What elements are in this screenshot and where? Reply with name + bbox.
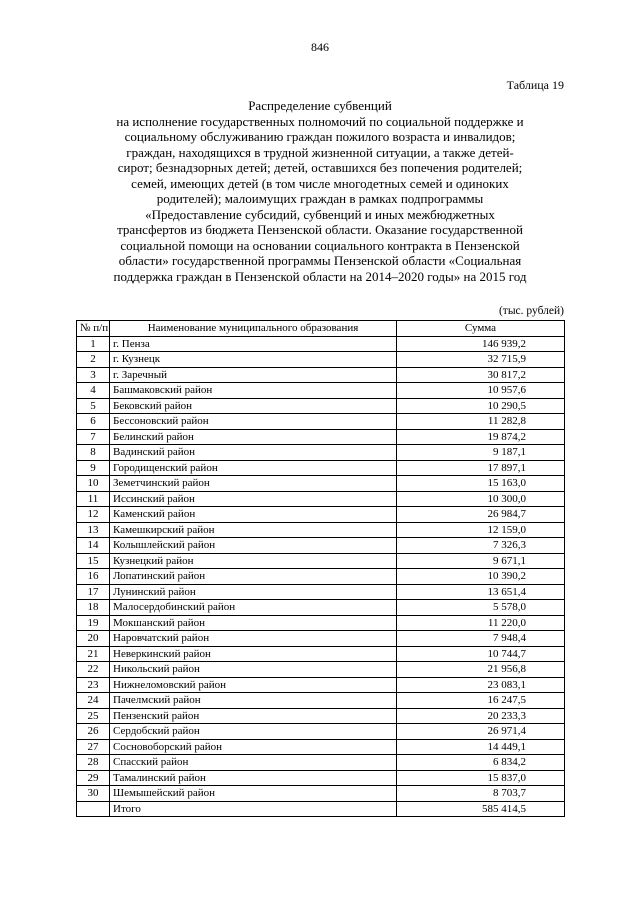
cell-sum: 8 703,7 (397, 786, 565, 802)
total-cell-number (77, 801, 110, 817)
cell-number: 30 (77, 786, 110, 802)
cell-sum: 12 159,0 (397, 522, 565, 538)
table-row (77, 693, 565, 709)
cell-municipality: Вадинский район (110, 445, 397, 461)
cell-municipality: Пачелмский район (110, 693, 397, 709)
cell-number: 27 (77, 739, 110, 755)
cell-number: 17 (77, 584, 110, 600)
table-row (77, 569, 565, 585)
cell-number: 19 (77, 615, 110, 631)
cell-number: 15 (77, 553, 110, 569)
table-row (77, 336, 565, 352)
cell-municipality: Городищенский район (110, 460, 397, 476)
table-row (77, 755, 565, 771)
table-row (77, 739, 565, 755)
cell-municipality: Спасский район (110, 755, 397, 771)
cell-sum: 9 187,1 (397, 445, 565, 461)
cell-sum: 14 449,1 (397, 739, 565, 755)
table-row (77, 522, 565, 538)
table-row (77, 553, 565, 569)
cell-municipality: Неверкинский район (110, 646, 397, 662)
table-row (77, 507, 565, 523)
cell-sum: 10 390,2 (397, 569, 565, 585)
cell-sum: 9 671,1 (397, 553, 565, 569)
table-row (77, 677, 565, 693)
cell-municipality: Сердобский район (110, 724, 397, 740)
table-row (77, 460, 565, 476)
header-municipality: Наименование муниципального образования (110, 321, 397, 337)
table-label: Таблица 19 (506, 78, 564, 92)
cell-sum: 10 290,5 (397, 398, 565, 414)
cell-sum: 6 834,2 (397, 755, 565, 771)
units-label: (тыс. рублей) (498, 305, 564, 317)
cell-municipality: Кузнецкий район (110, 553, 397, 569)
cell-number: 14 (77, 538, 110, 554)
cell-sum: 16 247,5 (397, 693, 565, 709)
cell-number: 10 (77, 476, 110, 492)
cell-municipality: Башмаковский район (110, 383, 397, 399)
cell-municipality: Бековский район (110, 398, 397, 414)
cell-municipality: Малосердобинский район (110, 600, 397, 616)
cell-municipality: Лунинский район (110, 584, 397, 600)
cell-sum: 23 083,1 (397, 677, 565, 693)
table-row (77, 646, 565, 662)
subvention-table (76, 320, 565, 817)
cell-municipality: Мокшанский район (110, 615, 397, 631)
title-line: социальной помощи на основании социального контракта в Пензенской (120, 237, 520, 253)
cell-sum: 10 300,0 (397, 491, 565, 507)
table-row (77, 708, 565, 724)
cell-sum: 11 220,0 (397, 615, 565, 631)
cell-number: 21 (77, 646, 110, 662)
table-row (77, 414, 565, 430)
cell-municipality: г. Кузнецк (110, 352, 397, 368)
total-cell-municipality: Итого (110, 801, 397, 817)
table-row (77, 662, 565, 678)
cell-municipality: Камешкирский район (110, 522, 397, 538)
title-line: семей, имеющих детей (в том числе многодетных семей и одиноких (131, 175, 509, 191)
title-line: на исполнение государственных полномочий по социальной поддержке и (116, 113, 524, 129)
cell-sum: 21 956,8 (397, 662, 565, 678)
cell-sum: 10 744,7 (397, 646, 565, 662)
table-row (77, 631, 565, 647)
cell-number: 29 (77, 770, 110, 786)
cell-sum: 10 957,6 (397, 383, 565, 399)
title-line: Распределение субвенций (248, 98, 392, 113)
cell-sum: 7 326,3 (397, 538, 565, 554)
cell-number: 5 (77, 398, 110, 414)
cell-municipality: Тамалинский район (110, 770, 397, 786)
cell-number: 18 (77, 600, 110, 616)
cell-sum: 32 715,9 (397, 352, 565, 368)
cell-sum: 26 984,7 (397, 507, 565, 523)
table-row (77, 615, 565, 631)
cell-municipality: Каменский район (110, 507, 397, 523)
table-row (77, 445, 565, 461)
header-number: № п/п (77, 321, 110, 337)
cell-number: 22 (77, 662, 110, 678)
cell-municipality: Колышлейский район (110, 538, 397, 554)
cell-sum: 13 651,4 (397, 584, 565, 600)
cell-number: 8 (77, 445, 110, 461)
cell-municipality: Бессоновский район (110, 414, 397, 430)
table-row (77, 724, 565, 740)
cell-number: 24 (77, 693, 110, 709)
cell-number: 7 (77, 429, 110, 445)
cell-number: 9 (77, 460, 110, 476)
total-row (77, 801, 565, 817)
table-row (77, 383, 565, 399)
table-row (77, 352, 565, 368)
title-line: социальному обслуживанию граждан пожилого возраста и инвалидов; (124, 129, 516, 144)
cell-municipality: Пензенский район (110, 708, 397, 724)
cell-municipality: Наровчатский район (110, 631, 397, 647)
cell-sum: 5 578,0 (397, 600, 565, 616)
cell-number: 28 (77, 755, 110, 771)
cell-number: 1 (77, 336, 110, 352)
total-cell-sum: 585 414,5 (397, 801, 565, 817)
cell-municipality: г. Пенза (110, 336, 397, 352)
table-header-row (77, 321, 565, 337)
cell-municipality: г. Заречный (110, 367, 397, 383)
cell-sum: 19 874,2 (397, 429, 565, 445)
header-sum: Сумма (397, 321, 565, 337)
title-line: трансфертов из бюджета Пензенской области. Оказание государственной (117, 222, 523, 237)
cell-municipality: Шемышейский район (110, 786, 397, 802)
cell-sum: 15 837,0 (397, 770, 565, 786)
cell-number: 11 (77, 491, 110, 507)
cell-number: 12 (77, 507, 110, 523)
table-row (77, 429, 565, 445)
cell-sum: 17 897,1 (397, 460, 565, 476)
table-row (77, 538, 565, 554)
cell-municipality: Земетчинский район (110, 476, 397, 492)
table-row (77, 367, 565, 383)
cell-number: 20 (77, 631, 110, 647)
title-line: граждан, находящихся в трудной жизненной ситуации, а также детей- (126, 144, 514, 160)
title-line: области» государственной программы Пензенской области «Социальная (118, 253, 522, 268)
cell-municipality: Лопатинский район (110, 569, 397, 585)
cell-number: 23 (77, 677, 110, 693)
cell-number: 3 (77, 367, 110, 383)
table-row (77, 398, 565, 414)
cell-number: 4 (77, 383, 110, 399)
cell-number: 16 (77, 569, 110, 585)
document-title (72, 98, 568, 284)
title-line: поддержка граждан в Пензенской области на 2014–2020 годы» на 2015 год (113, 268, 527, 284)
title-line: сирот; безнадзорных детей; детей, оставшихся без попечения родителей; (117, 160, 523, 175)
title-line: «Предоставление субсидий, субвенций и иных межбюджетных (145, 206, 495, 222)
cell-sum: 15 163,0 (397, 476, 565, 492)
cell-municipality: Иссинский район (110, 491, 397, 507)
table-row (77, 476, 565, 492)
cell-sum: 11 282,8 (397, 414, 565, 430)
cell-sum: 146 939,2 (397, 336, 565, 352)
table-row (77, 770, 565, 786)
cell-municipality: Сосновоборский район (110, 739, 397, 755)
table-row (77, 491, 565, 507)
cell-sum: 30 817,2 (397, 367, 565, 383)
cell-number: 6 (77, 414, 110, 430)
cell-sum: 7 948,4 (397, 631, 565, 647)
cell-number: 2 (77, 352, 110, 368)
cell-municipality: Нижнеломовский район (110, 677, 397, 693)
cell-municipality: Никольский район (110, 662, 397, 678)
table-row (77, 786, 565, 802)
title-line: родителей); малоимущих граждан в рамках подпрограммы (156, 191, 484, 206)
cell-number: 25 (77, 708, 110, 724)
cell-sum: 20 233,3 (397, 708, 565, 724)
page-number: 846 (311, 40, 329, 54)
cell-number: 26 (77, 724, 110, 740)
table-row (77, 584, 565, 600)
cell-sum: 26 971,4 (397, 724, 565, 740)
cell-number: 13 (77, 522, 110, 538)
table-row (77, 600, 565, 616)
cell-municipality: Белинский район (110, 429, 397, 445)
